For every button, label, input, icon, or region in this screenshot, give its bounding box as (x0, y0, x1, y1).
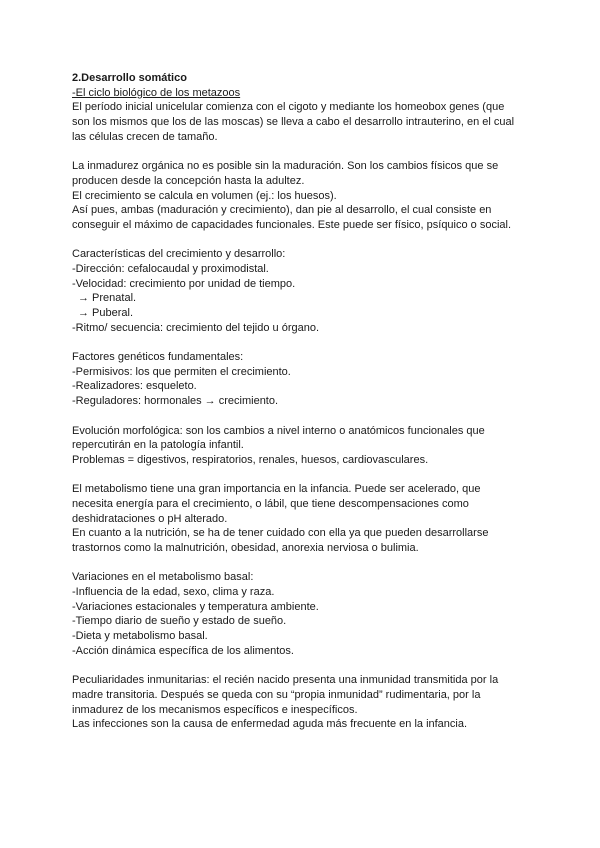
text-line: La inmadurez orgánica no es posible sin la maduración. Son los cambios físicos que se (72, 160, 499, 173)
intro-paragraph (72, 100, 532, 144)
text-line: Problemas = digestivos, respiratorios, renales, huesos, cardiovasculares. (72, 453, 429, 466)
text-line: Así pues, ambas (maduración y crecimiento), dan pie al desarrollo, el cual consiste en (72, 204, 492, 217)
text-line: deshidrataciones o pH alterado. (72, 512, 228, 525)
section-subheading: -El ciclo biológico de los metazoos (72, 86, 241, 99)
metabolism-paragraph (72, 482, 532, 555)
text-line: Evolución morfológica: son los cambios a nivel interno o anatómicos funcionales que (72, 424, 485, 437)
immunity-paragraph (72, 673, 532, 732)
text-line: madre transitoria. Después se queda con su “propia inmunidad” rudimentaria, por la (72, 688, 481, 701)
list-item: -Permisivos: los que permiten el crecimiento. (72, 365, 291, 378)
list-item: -Variaciones estacionales y temperatura ambiente. (72, 600, 319, 613)
list-item: -Dieta y metabolismo basal. (72, 630, 208, 643)
list-title: Variaciones en el metabolismo basal: (72, 571, 254, 584)
list-item: -Acción dinámica específica de los alimentos. (72, 644, 294, 657)
list-item: -Reguladores: hormonales → crecimiento. (72, 395, 279, 408)
list-subitem: → Prenatal. (78, 292, 137, 305)
text-line: Las infecciones son la causa de enfermedad aguda más frecuente en la infancia. (72, 718, 468, 731)
text-line: las células crecen de tamaño. (72, 130, 218, 143)
document-page (72, 71, 532, 732)
text-line: producen desde la concepción hasta la adultez. (72, 174, 305, 187)
text-line: necesita energía para el crecimiento, o lábil, que tiene descompensaciones como (72, 497, 469, 510)
text-line: conseguir el máximo de capacidades funcionales. Este puede ser físico, psíquico o social. (72, 218, 512, 231)
list-title: Características del crecimiento y desarrollo: (72, 248, 286, 261)
text-line: repercutirán en la patología infantil. (72, 439, 244, 452)
text-line: inmadurez de los mecanismos específicos e inespecíficos. (72, 703, 358, 716)
list-item: -Velocidad: crecimiento por unidad de tiempo. (72, 277, 296, 290)
morphologic-paragraph (72, 424, 532, 468)
list-item: -Tiempo diario de sueño y estado de sueño. (72, 615, 287, 628)
genetic-factors-list (72, 350, 532, 409)
characteristics-list (72, 247, 532, 335)
text-line: El crecimiento se calcula en volumen (ej.: los huesos). (72, 189, 337, 202)
section-heading: 2.Desarrollo somático (72, 72, 187, 84)
list-item: -Influencia de la edad, sexo, clima y raza. (72, 586, 275, 599)
text-line: trastornos como la malnutrición, obesidad, anorexia nerviosa o bulimia. (72, 542, 419, 554)
basal-metabolism-list (72, 570, 532, 658)
list-item: -Ritmo/ secuencia: crecimiento del tejido u órgano. (72, 321, 320, 334)
list-subitem: → Puberal. (78, 307, 134, 319)
text-line: son los mismos que los de las moscas) se lleva a cabo el desarrollo intrauterino, en el cual (72, 116, 515, 129)
text-line: En cuanto a la nutrición, se ha de tener cuidado con ella ya que pueden desarrollarse (72, 527, 489, 540)
text-line: El metabolismo tiene una gran importancia en la infancia. Puede ser acelerado, que (72, 483, 481, 496)
maturation-paragraph (72, 159, 532, 232)
list-item: -Dirección: cefalocaudal y proximodistal. (72, 262, 269, 275)
text-line: Peculiaridades inmunitarias: el recién nacido presenta una inmunidad transmitida por la (72, 674, 499, 687)
list-title: Factores genéticos fundamentales: (72, 351, 244, 364)
text-line: El período inicial unicelular comienza con el cigoto y mediante los homeobox genes (que (72, 101, 505, 114)
list-item: -Realizadores: esqueleto. (72, 380, 197, 393)
